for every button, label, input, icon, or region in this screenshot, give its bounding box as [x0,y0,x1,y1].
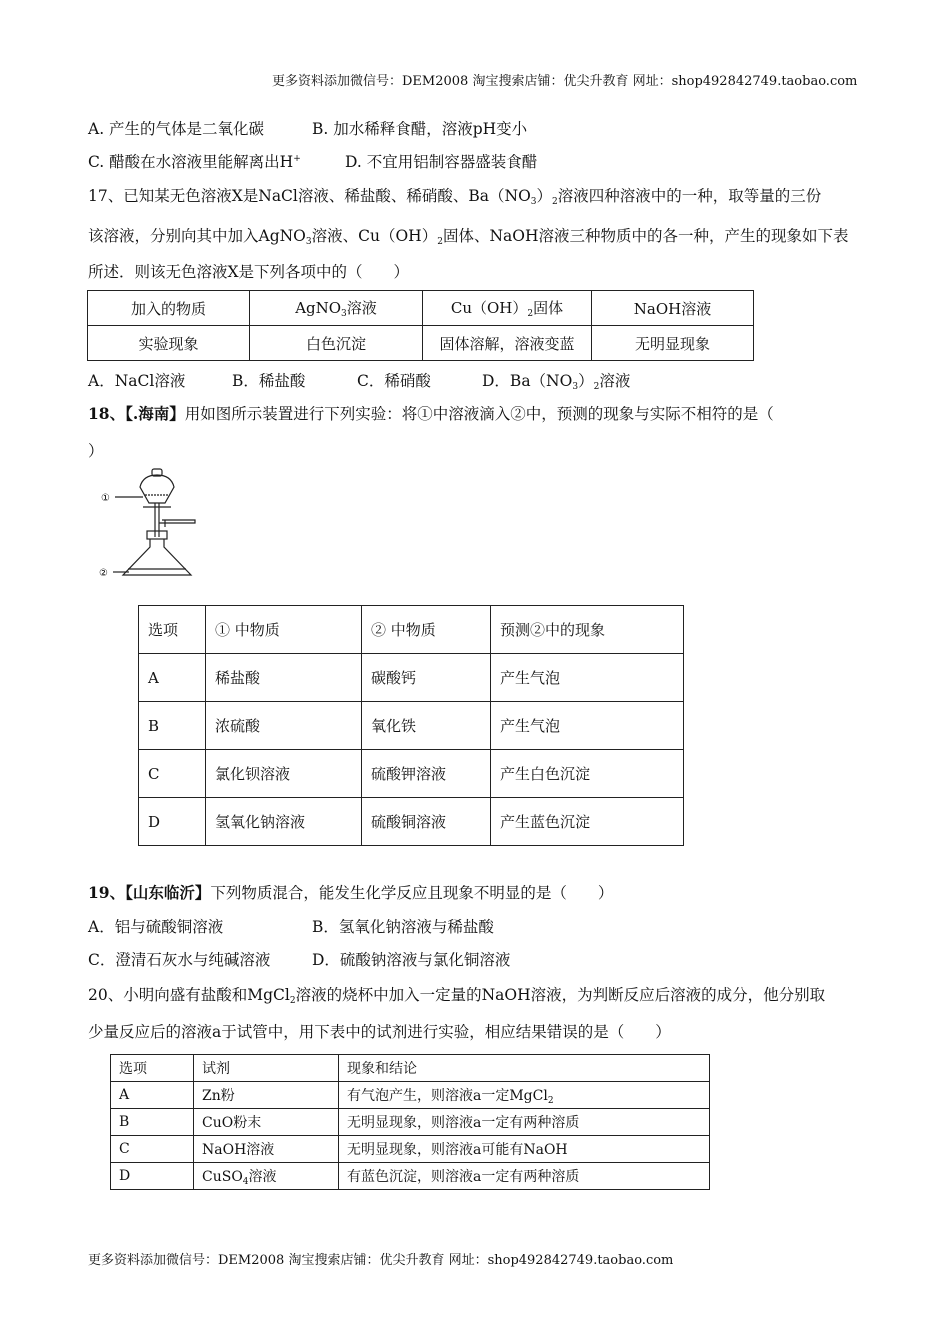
table-row [139,798,684,846]
table-row [139,702,684,750]
q18-cell: C [139,750,206,798]
q18-header-cell: 选项 [139,606,206,654]
q19-option-b: B．氢氧化钠溶液与稀盐酸 [312,918,494,936]
label-2: ② [99,568,108,579]
q20-table [110,1054,710,1190]
q20-cell: D [111,1163,194,1190]
table-row [139,654,684,702]
q18-cell: A [139,654,206,702]
page-footer: 更多资料添加微信号：DEM2008 淘宝搜索店铺：优尖升教育 网址：shop492842749.taobao.com [88,1253,674,1268]
q20-cell: NaOH溶液 [194,1136,339,1163]
q17-option-a: A．NaCl溶液 [88,372,186,390]
q20-cell: A [111,1082,194,1109]
q17-table [87,290,754,361]
label-1: ① [101,493,110,504]
table-row [111,1082,710,1109]
q16-option-d: D. 不宜用铝制容器盛装食醋 [345,153,538,171]
q18-cell: 稀盐酸 [206,654,362,702]
q18-header-cell: ① 中物质 [206,606,362,654]
separatory-funnel [140,475,174,503]
q18-table [138,605,684,846]
q18-cell: 氢氧化钠溶液 [206,798,362,846]
q18-cell: B [139,702,206,750]
q20-header-cell: 现象和结论 [339,1055,710,1082]
q17-cell: AgNO$_3$溶液 [250,291,423,326]
q17-cell: $Cu(OH)_2$固体 [423,291,592,326]
q17-cell: 实验现象 [88,326,250,361]
separatory-funnel-flask-diagram [95,465,225,585]
q19-option-d: D．硫酸钠溶液与氯化铜溶液 [312,951,511,969]
q20-cell: 有蓝色沉淀，则溶液a一定有两种溶质 [339,1163,710,1190]
q17-stem-line2: 该溶液，分别向其中加入AgNO$_3$溶液、$Cu(OH)_2$固体、NaOH溶液三种物质中的各一种，产生的现象如下表 [88,227,849,247]
q18-cell: 浓硫酸 [206,702,362,750]
q18-cell: 氧化铁 [362,702,491,750]
table-row [111,1136,710,1163]
page-header: 更多资料添加微信号：DEM2008 淘宝搜索店铺：优尖升教育 网址：shop492842749.taobao.com [272,74,858,89]
q20-cell: CuO粉末 [194,1109,339,1136]
q17-option-d: D．$Ba(NO_3)_2$溶液 [482,372,631,392]
q18-cell: 产生气泡 [491,654,684,702]
q19-option-c: C．澄清石灰水与纯碱溶液 [88,951,271,969]
q16-option-b: B. 加水稀释食醋，溶液pH变小 [312,120,528,138]
q20-header-cell: 选项 [111,1055,194,1082]
q20-cell: 无明显现象，则溶液a一定有两种溶质 [339,1109,710,1136]
q17-stem-line1: 17、已知某无色溶液X是NaCl溶液、稀盐酸、稀硝酸、$Ba(NO_3)_2$溶液四种溶液中的一种，取等量的三份 [88,187,822,207]
q18-cell: 产生气泡 [491,702,684,750]
q20-cell: CuSO$_4$溶液 [194,1163,339,1190]
q17-cell: 无明显现象 [592,326,754,361]
q20-stem-line1: 20、小明向盛有盐酸和MgCl$_2$溶液的烧杯中加入一定量的NaOH溶液，为判断反应后溶液的成分，他分别取 [88,986,826,1006]
q17-option-c: C．稀硝酸 [357,372,431,390]
q19-stem: 19、【山东临沂】下列物质混合，能发生化学反应且现象不明显的是（ ） [88,883,614,902]
q16-option-c: C. 醋酸在水溶液里能解离出H+ [88,153,301,171]
q17-stem-line3: 所述．则该无色溶液X是下列各项中的（ ） [88,263,410,281]
q20-cell: B [111,1109,194,1136]
table-row [139,750,684,798]
q18-cell: D [139,798,206,846]
q18-stem: 18、【.海南】用如图所示装置进行下列实验：将①中溶液滴入②中，预测的现象与实际不相符的是（ [88,404,774,423]
q18-cell: 硫酸钾溶液 [362,750,491,798]
q18-cell: 碳酸钙 [362,654,491,702]
q20-header-cell: 试剂 [194,1055,339,1082]
q16-option-a: A. 产生的气体是二氧化碳 [88,120,265,138]
q20-stem-line2: 少量反应后的溶液a于试管中，用下表中的试剂进行实验，相应结果错误的是（ ） [88,1023,671,1041]
q17-cell: 固体溶解，溶液变蓝 [423,326,592,361]
q17-cell: NaOH溶液 [592,291,754,326]
q17-option-b: B．稀盐酸 [232,372,306,390]
q18-cell: 产生白色沉淀 [491,750,684,798]
q20-cell: Zn粉 [194,1082,339,1109]
q20-cell: 有气泡产生，则溶液a一定MgCl$_2$ [339,1082,710,1109]
q18-header-cell: ② 中物质 [362,606,491,654]
table-row [111,1163,710,1190]
q20-cell: C [111,1136,194,1163]
q20-cell: 无明显现象，则溶液a可能有NaOH [339,1136,710,1163]
q18-header-cell: 预测②中的现象 [491,606,684,654]
q18-cell: 硫酸铜溶液 [362,798,491,846]
flask-stopper [147,531,167,539]
q18-cell: 氯化钡溶液 [206,750,362,798]
q19-option-a: A．铝与硫酸铜溶液 [88,918,224,936]
q18-stem-close: ） [88,442,104,460]
q17-cell: 白色沉淀 [250,326,423,361]
table-row [111,1109,710,1136]
q18-cell: 产生蓝色沉淀 [491,798,684,846]
q17-cell: 加入的物质 [88,291,250,326]
